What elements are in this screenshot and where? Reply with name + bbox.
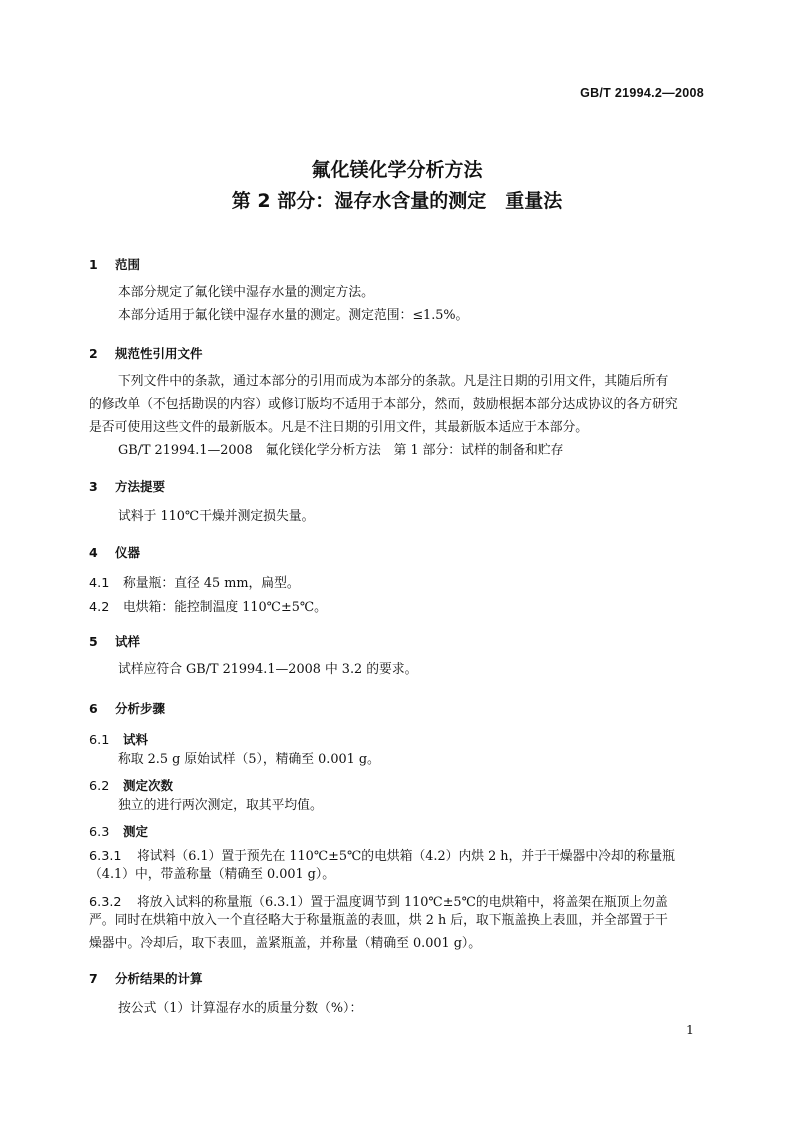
section-6-heading: 6 分析步骤 [89,701,166,716]
section-2-para-line-3: 是否可使用这些文件的最新版本。凡是不注日期的引用文件，其最新版本适应于本部分。 [89,420,589,435]
standard-number: GB/T 21994.2—2008 [580,86,704,100]
section-1-heading: 1 范围 [89,257,141,272]
section-3-para: 试料于 110℃干燥并测定损失量。 [118,509,315,524]
clause-6-3-1-line-1: 6.3.1 将试料（6.1）置于预先在 110℃±5℃的电烘箱（4.2）内烘 2 h，并于干燥器中冷却的称量瓶 [89,849,675,864]
clause-4-1: 4.1 称量瓶：直径 45 mm，扁型。 [89,576,300,591]
section-7-para: 按公式（1）计算湿存水的质量分数（%）： [118,1001,363,1016]
section-2-heading: 2 规范性引用文件 [89,346,203,361]
section-1-para-1: 本部分规定了氟化镁中湿存水量的测定方法。 [118,285,374,300]
section-5-heading: 5 试样 [89,634,141,649]
section-3-heading: 3 方法提要 [89,479,166,494]
clause-6-3-1-line-2: （4.1）中，带盖称量（精确至 0.001 g）。 [89,867,336,882]
section-5-para: 试样应符合 GB/T 21994.1—2008 中 3.2 的要求。 [118,662,418,677]
section-1-para-2: 本部分适用于氟化镁中湿存水量的测定。测定范围：≤1.5%。 [118,308,469,323]
section-2-para-line-1: 下列文件中的条款，通过本部分的引用而成为本部分的条款。凡是注日期的引用文件，其随后所有 [118,374,669,389]
clause-6-1-para: 称取 2.5 g 原始试样（5），精确至 0.001 g。 [118,752,380,767]
document-title: 氟化镁化学分析方法 [311,159,483,181]
clause-6-3-heading: 6.3 测定 [89,824,149,840]
section-2-reference: GB/T 21994.1—2008 氟化镁化学分析方法 第 1 部分：试样的制备和贮存 [118,443,564,458]
clause-4-2: 4.2 电烘箱：能控制温度 110℃±5℃。 [89,600,327,615]
section-4-heading: 4 仪器 [89,545,141,560]
document-subtitle: 第 2 部分：湿存水含量的测定 重量法 [231,190,563,212]
section-2-para-line-2: 的修改单（不包括勘误的内容）或修订版均不适用于本部分，然而，鼓励根据本部分达成协议的各方研究 [89,397,678,412]
clause-6-3-2-line-1: 6.3.2 将放入试料的称量瓶（6.3.1）置于温度调节到 110℃±5℃的电烘箱中，将盖架在瓶顶上勿盖 [89,895,668,910]
clause-6-1-heading: 6.1 试料 [89,732,149,748]
clause-6-2-para: 独立的进行两次测定，取其平均值。 [118,798,323,813]
clause-6-2-heading: 6.2 测定次数 [89,778,174,794]
page-number: 1 [686,1022,694,1037]
clause-6-3-2-line-3: 燥器中。冷却后，取下表皿，盖紧瓶盖，并称量（精确至 0.001 g）。 [89,936,482,951]
section-7-heading: 7 分析结果的计算 [89,971,203,986]
clause-6-3-2-line-2: 严。同时在烘箱中放入一个直径略大于称量瓶盖的表皿，烘 2 h 后，取下瓶盖换上表皿，并全部置于干 [89,913,668,928]
